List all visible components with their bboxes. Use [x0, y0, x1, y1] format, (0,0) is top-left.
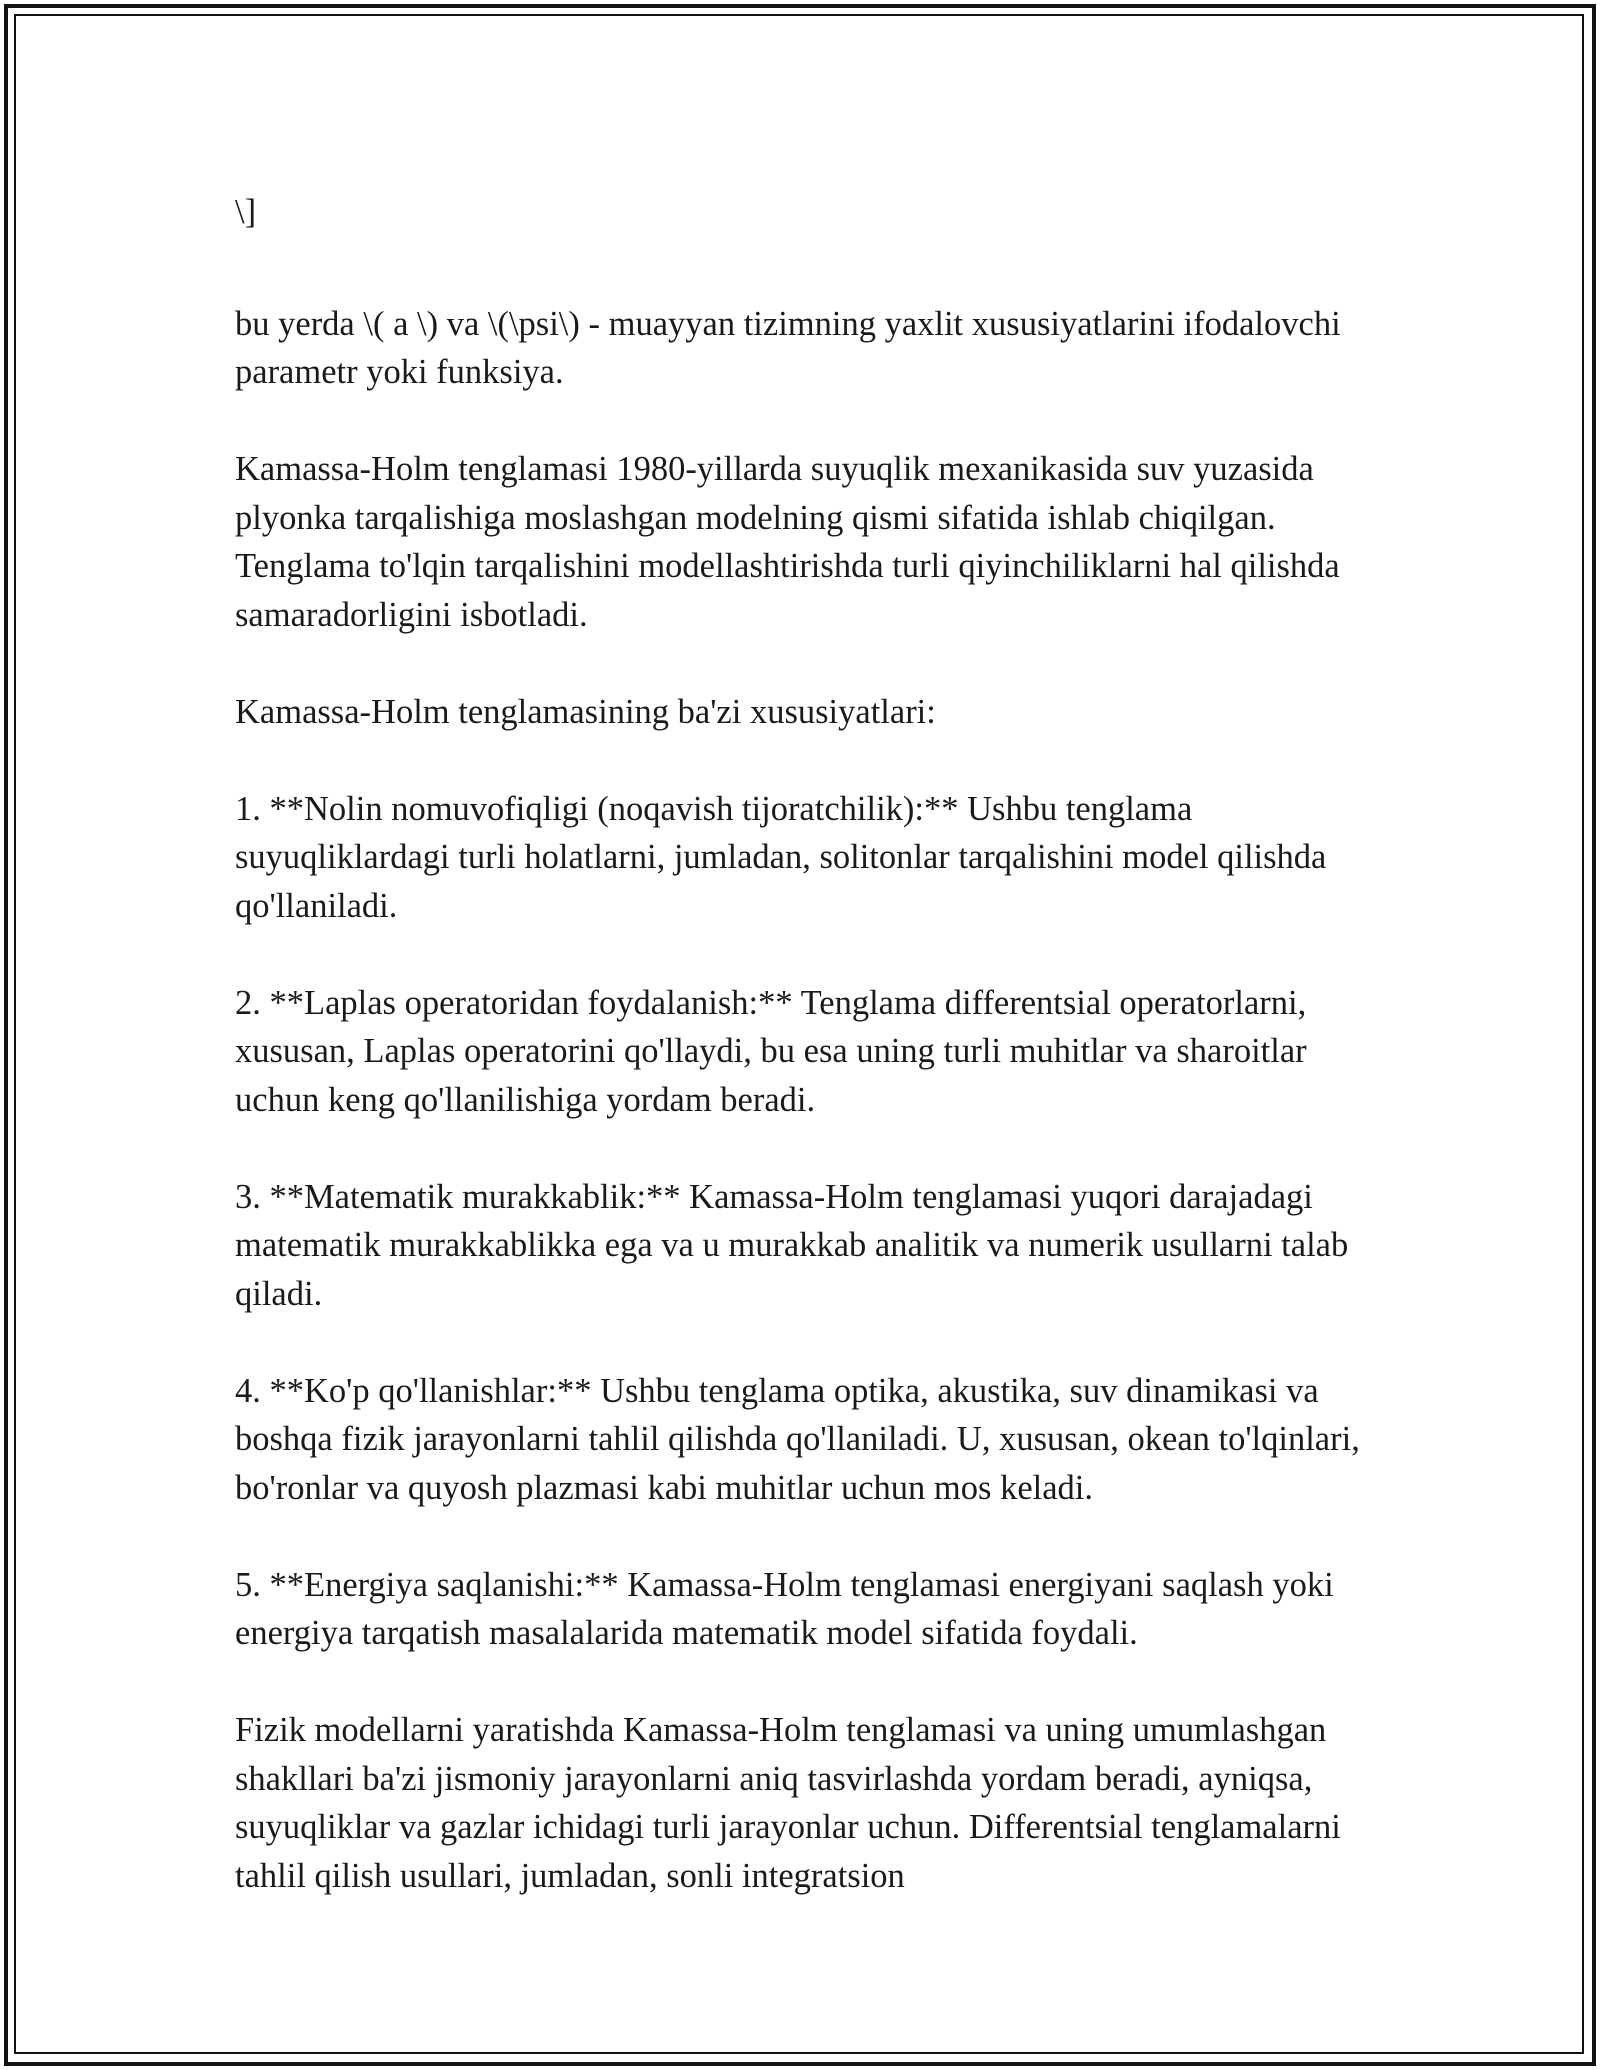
paragraph-conclusion: Fizik modellarni yaratishda Kamassa-Holm tenglamasi va uning umumlashgan shakllari ba'zi jismoniy jarayonlarni aniq tasvirlashda yordam beradi, ayniqsa, suyuqliklar va gazlar ichidagi turli jarayonlar uchun. Differentsial tenglamalarni tahlil qilish usullari, jumladan, sonli integratsion — [235, 1711, 1341, 1895]
list-item-4: 4. **Ko'p qo'llanishlar:** Ushbu tenglama optika, akustika, suv dinamikasi va boshqa fizik jarayonlarni tahlil qilishda qo'llaniladi. U, xususan, okean to'lqinlari, bo'ronlar va quyosh plazmasi kabi muhitlar uchun mos keladi. — [235, 1371, 1360, 1507]
document-body — [235, 188, 1375, 1949]
list-item-2: 2. **Laplas operatoridan foydalanish:** Tenglama differentsial operatorlarni, xususan, Laplas operatorini qo'llaydi, bu esa uning turli muhitlar va sharoitlar uchun keng qo'llanilishiga yordam beradi. — [235, 983, 1307, 1119]
list-item-5: 5. **Energiya saqlanishi:** Kamassa-Holm tenglamasi energiyani saqlash yoki energiya tarqatish masalalarida matematik model sifatida foydali. — [235, 1565, 1334, 1652]
list-item-1: 1. **Nolin nomuvofiqligi (noqavish tijoratchilik):** Ushbu tenglama suyuqliklardagi turli holatlarni, jumladan, solitonlar tarqalishini model qilishda qo'llaniladi. — [235, 789, 1327, 925]
paragraph-properties-heading: Kamassa-Holm tenglamasining ba'zi xususiyatlari: — [235, 692, 936, 731]
paragraph-history: Kamassa-Holm tenglamasi 1980-yillarda suyuqlik mexanikasida suv yuzasida plyonka tarqalishiga moslashgan modelning qismi sifatida ishlab chiqilgan. Tenglama to'lqin tarqalishini modellashtirishda turli qiyinchiliklarni hal qilishda samaradorligini isbotladi. — [235, 450, 1340, 634]
latex-fragment: \] — [235, 193, 257, 231]
paragraph-definition: bu yerda \( a \) va \(\psi\) - muayyan tizimning yaxlit xususiyatlarini ifodalovchi parametr yoki funksiya. — [235, 304, 1341, 391]
list-item-3: 3. **Matematik murakkablik:** Kamassa-Holm tenglamasi yuqori darajadagi matematik murakkablikka ega va u murakkab analitik va numerik usullarni talab qiladi. — [235, 1177, 1349, 1313]
